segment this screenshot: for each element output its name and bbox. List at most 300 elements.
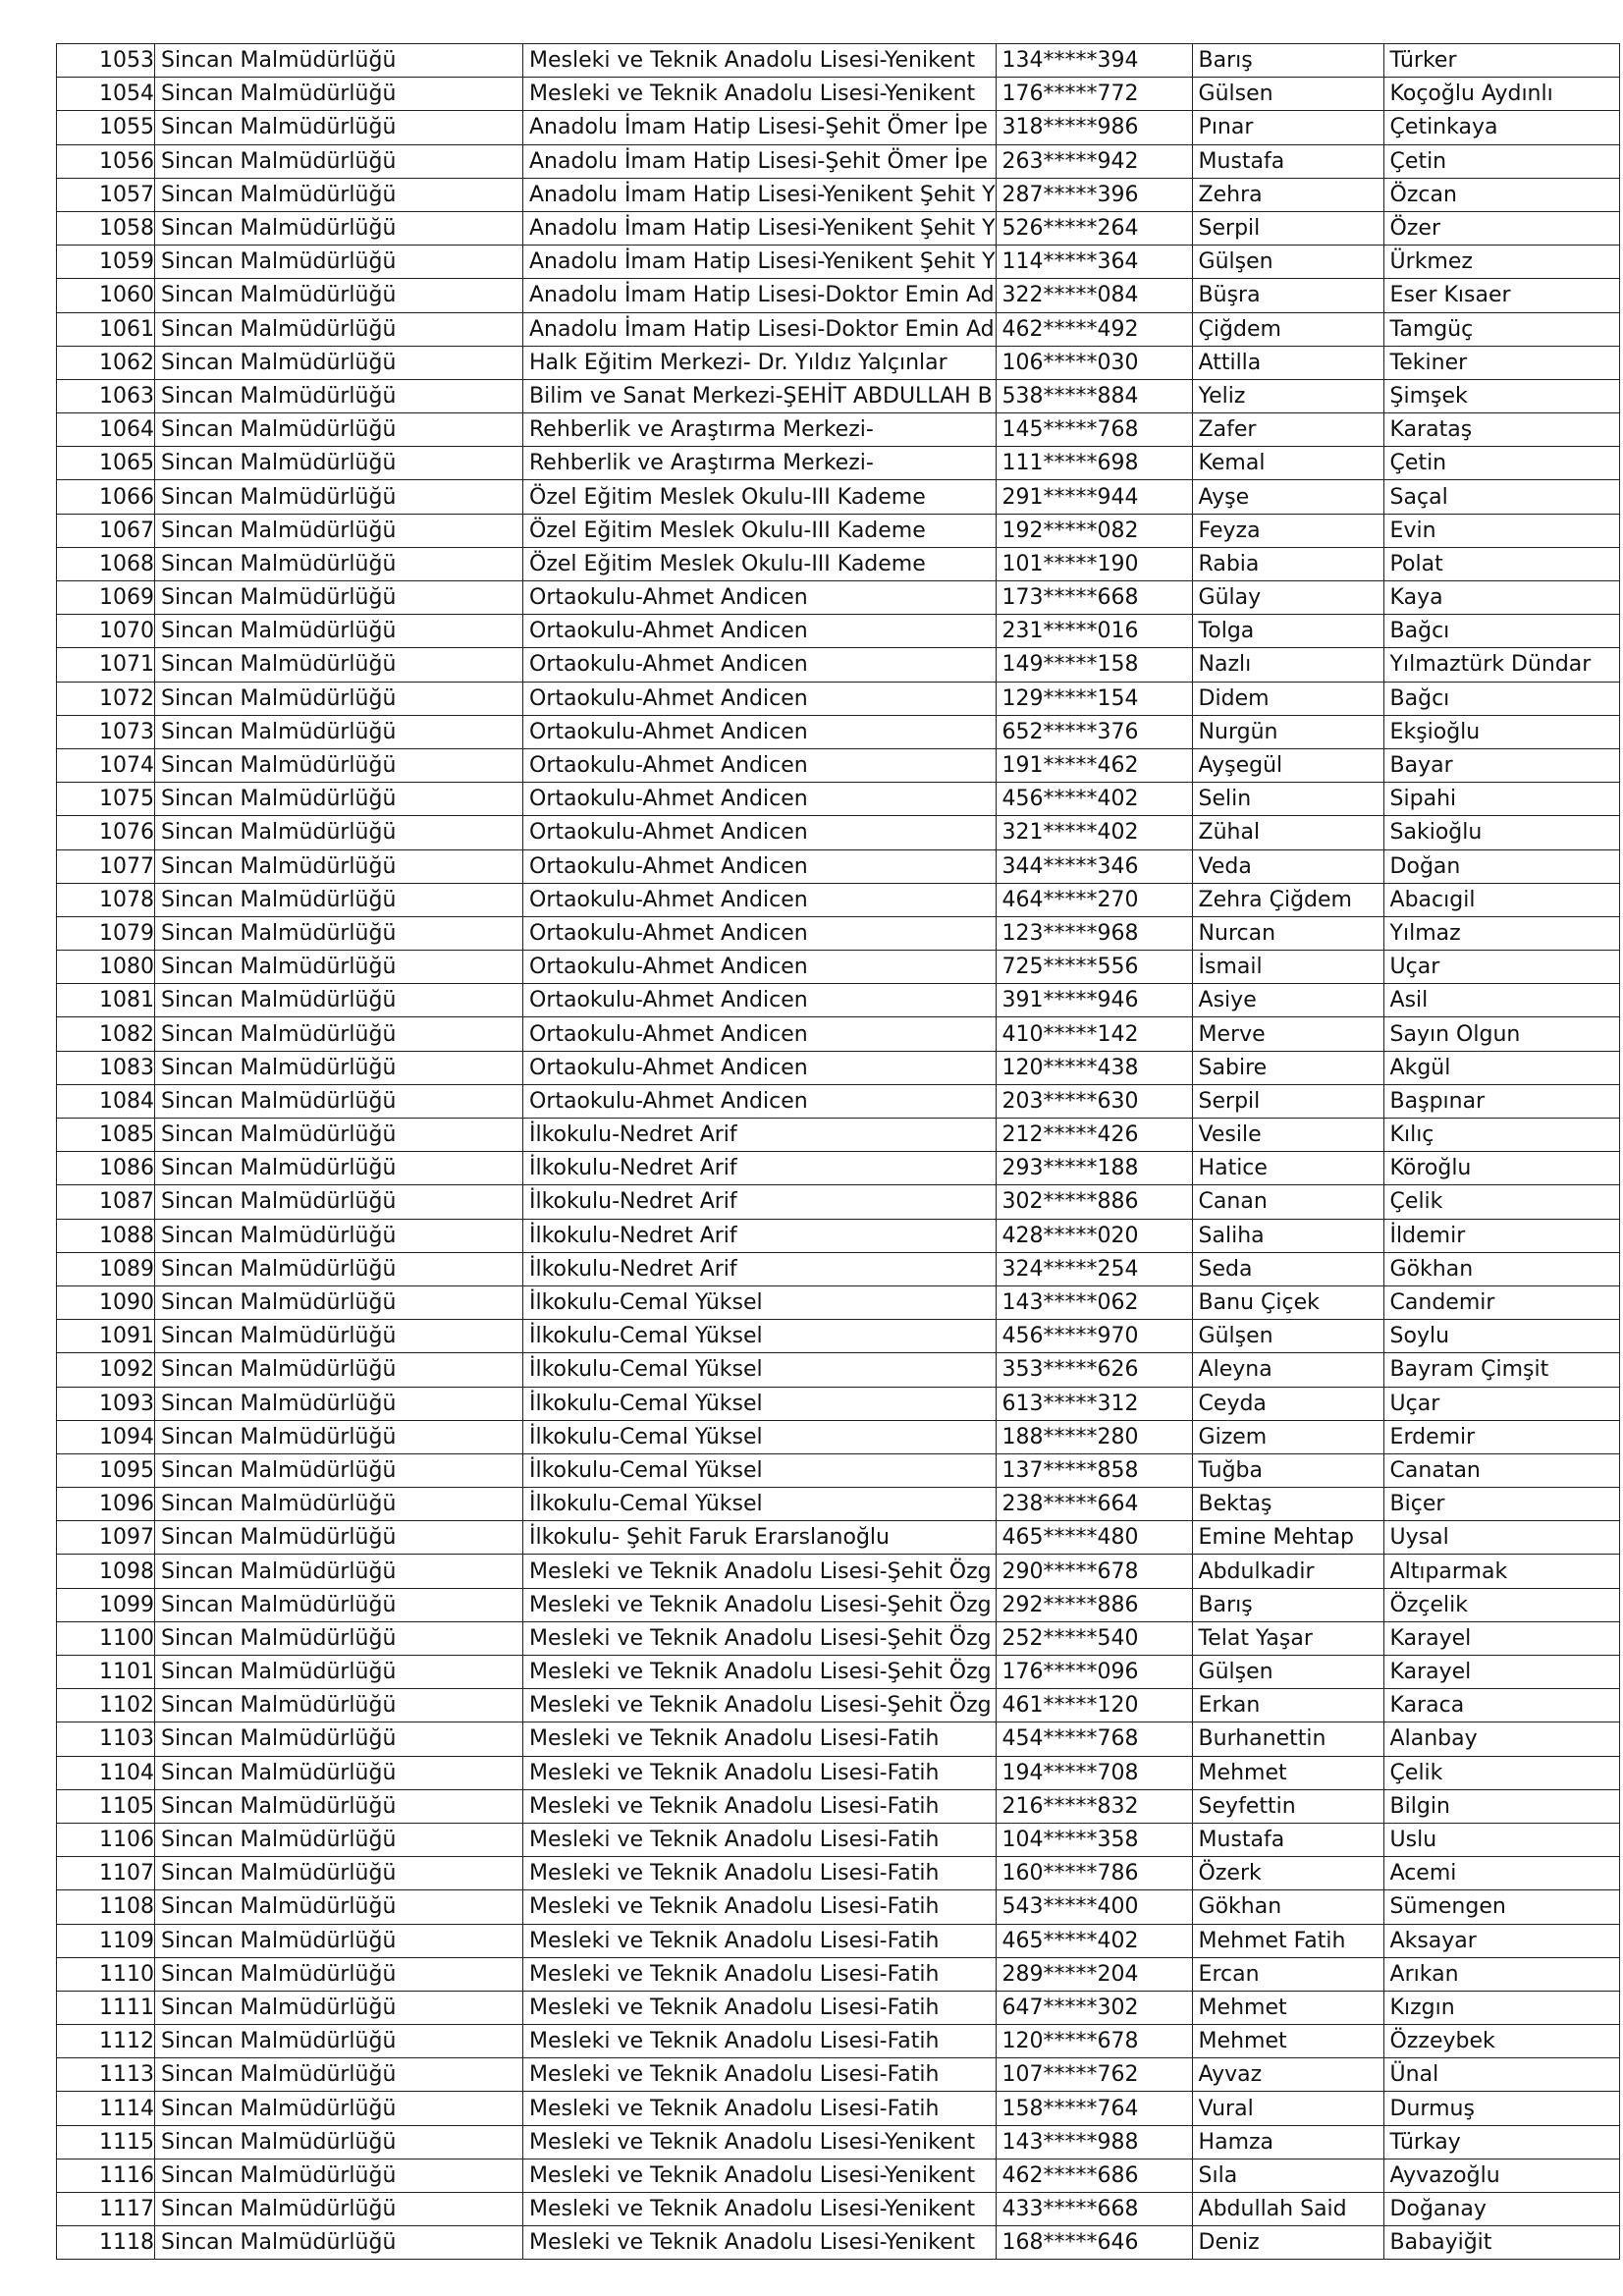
last-name-cell: Özzeybek bbox=[1383, 2025, 1619, 2058]
school-cell: Mesleki ve Teknik Anadolu Lisesi-Yenikent bbox=[523, 2193, 997, 2226]
last-name-cell: Koçoğlu Aydınlı bbox=[1383, 78, 1619, 111]
table-row bbox=[57, 1320, 1620, 1353]
id-cell: 160*****786 bbox=[996, 1857, 1192, 1890]
table-row bbox=[57, 1420, 1620, 1453]
unit-cell: Sincan Malmüdürlüğü bbox=[155, 2125, 523, 2159]
table-row bbox=[57, 413, 1620, 447]
first-name-cell: Ayşe bbox=[1192, 480, 1383, 514]
last-name-cell: Akgül bbox=[1383, 1051, 1619, 1084]
last-name-cell: Polat bbox=[1383, 547, 1619, 580]
id-cell: 613*****312 bbox=[996, 1387, 1192, 1420]
id-cell: 107*****762 bbox=[996, 2058, 1192, 2092]
school-cell: Ortaokulu-Ahmet Andicen bbox=[523, 682, 997, 715]
last-name-cell: Çetin bbox=[1383, 144, 1619, 178]
table-row bbox=[57, 1555, 1620, 1588]
row-number: 1114 bbox=[57, 2092, 155, 2125]
id-cell: 143*****988 bbox=[996, 2125, 1192, 2159]
unit-cell: Sincan Malmüdürlüğü bbox=[155, 547, 523, 580]
row-number: 1117 bbox=[57, 2193, 155, 2226]
unit-cell: Sincan Malmüdürlüğü bbox=[155, 279, 523, 312]
id-cell: 353*****626 bbox=[996, 1353, 1192, 1387]
first-name-cell: Erkan bbox=[1192, 1689, 1383, 1722]
first-name-cell: Feyza bbox=[1192, 514, 1383, 547]
id-cell: 322*****084 bbox=[996, 279, 1192, 312]
row-number: 1096 bbox=[57, 1488, 155, 1521]
first-name-cell: Banu Çiçek bbox=[1192, 1285, 1383, 1319]
first-name-cell: Mehmet bbox=[1192, 2025, 1383, 2058]
table-row bbox=[57, 1957, 1620, 1991]
unit-cell: Sincan Malmüdürlüğü bbox=[155, 312, 523, 346]
first-name-cell: Mehmet bbox=[1192, 1756, 1383, 1789]
school-cell: Mesleki ve Teknik Anadolu Lisesi-Fatih bbox=[523, 2025, 997, 2058]
row-number: 1055 bbox=[57, 111, 155, 144]
school-cell: Mesleki ve Teknik Anadolu Lisesi-Fatih bbox=[523, 1957, 997, 1991]
school-cell: Anadolu İmam Hatip Lisesi-Doktor Emin Ad bbox=[523, 279, 997, 312]
row-number: 1081 bbox=[57, 984, 155, 1017]
row-number: 1083 bbox=[57, 1051, 155, 1084]
first-name-cell: Sıla bbox=[1192, 2159, 1383, 2192]
school-cell: Ortaokulu-Ahmet Andicen bbox=[523, 715, 997, 748]
school-cell: Mesleki ve Teknik Anadolu Lisesi-Fatih bbox=[523, 1890, 997, 1924]
unit-cell: Sincan Malmüdürlüğü bbox=[155, 1924, 523, 1957]
id-cell: 292*****886 bbox=[996, 1588, 1192, 1621]
school-cell: Mesleki ve Teknik Anadolu Lisesi-Yenikent bbox=[523, 2226, 997, 2260]
unit-cell: Sincan Malmüdürlüğü bbox=[155, 883, 523, 916]
id-cell: 289*****204 bbox=[996, 1957, 1192, 1991]
school-cell: İlkokulu-Cemal Yüksel bbox=[523, 1488, 997, 1521]
last-name-cell: Soylu bbox=[1383, 1320, 1619, 1353]
table-row bbox=[57, 111, 1620, 144]
unit-cell: Sincan Malmüdürlüğü bbox=[155, 379, 523, 412]
last-name-cell: Türkay bbox=[1383, 2125, 1619, 2159]
last-name-cell: Başpınar bbox=[1383, 1084, 1619, 1118]
first-name-cell: Gülay bbox=[1192, 581, 1383, 615]
id-cell: 114*****364 bbox=[996, 246, 1192, 279]
school-cell: Anadolu İmam Hatip Lisesi-Doktor Emin Ad bbox=[523, 312, 997, 346]
id-cell: 158*****764 bbox=[996, 2092, 1192, 2125]
first-name-cell: İsmail bbox=[1192, 951, 1383, 984]
school-cell: İlkokulu-Cemal Yüksel bbox=[523, 1320, 997, 1353]
row-number: 1073 bbox=[57, 715, 155, 748]
first-name-cell: Serpil bbox=[1192, 211, 1383, 245]
first-name-cell: Çiğdem bbox=[1192, 312, 1383, 346]
first-name-cell: Asiye bbox=[1192, 984, 1383, 1017]
first-name-cell: Gizem bbox=[1192, 1420, 1383, 1453]
unit-cell: Sincan Malmüdürlüğü bbox=[155, 849, 523, 883]
table-row bbox=[57, 2092, 1620, 2125]
id-cell: 123*****968 bbox=[996, 916, 1192, 950]
unit-cell: Sincan Malmüdürlüğü bbox=[155, 447, 523, 480]
table-row bbox=[57, 1588, 1620, 1621]
school-cell: Mesleki ve Teknik Anadolu Lisesi-Şehit Özg bbox=[523, 1588, 997, 1621]
row-number: 1098 bbox=[57, 1555, 155, 1588]
first-name-cell: Attilla bbox=[1192, 346, 1383, 379]
first-name-cell: Selin bbox=[1192, 783, 1383, 816]
school-cell: Mesleki ve Teknik Anadolu Lisesi-Yenikent bbox=[523, 78, 997, 111]
school-cell: Ortaokulu-Ahmet Andicen bbox=[523, 883, 997, 916]
first-name-cell: Serpil bbox=[1192, 1084, 1383, 1118]
first-name-cell: Merve bbox=[1192, 1017, 1383, 1051]
last-name-cell: Acemi bbox=[1383, 1857, 1619, 1890]
first-name-cell: Zehra bbox=[1192, 178, 1383, 211]
id-cell: 176*****772 bbox=[996, 78, 1192, 111]
last-name-cell: Sipahi bbox=[1383, 783, 1619, 816]
unit-cell: Sincan Malmüdürlüğü bbox=[155, 2159, 523, 2192]
first-name-cell: Canan bbox=[1192, 1185, 1383, 1219]
unit-cell: Sincan Malmüdürlüğü bbox=[155, 783, 523, 816]
school-cell: Mesleki ve Teknik Anadolu Lisesi-Yenikent bbox=[523, 2159, 997, 2192]
table-row bbox=[57, 2125, 1620, 2159]
last-name-cell: Biçer bbox=[1383, 1488, 1619, 1521]
table-row bbox=[57, 480, 1620, 514]
row-number: 1113 bbox=[57, 2058, 155, 2092]
unit-cell: Sincan Malmüdürlüğü bbox=[155, 111, 523, 144]
last-name-cell: Sümengen bbox=[1383, 1890, 1619, 1924]
row-number: 1086 bbox=[57, 1152, 155, 1185]
id-cell: 725*****556 bbox=[996, 951, 1192, 984]
id-cell: 168*****646 bbox=[996, 2226, 1192, 2260]
row-number: 1095 bbox=[57, 1453, 155, 1487]
first-name-cell: Pınar bbox=[1192, 111, 1383, 144]
row-number: 1108 bbox=[57, 1890, 155, 1924]
last-name-cell: Özcan bbox=[1383, 178, 1619, 211]
id-cell: 543*****400 bbox=[996, 1890, 1192, 1924]
row-number: 1103 bbox=[57, 1722, 155, 1756]
table-row bbox=[57, 1152, 1620, 1185]
row-number: 1092 bbox=[57, 1353, 155, 1387]
school-cell: Ortaokulu-Ahmet Andicen bbox=[523, 1084, 997, 1118]
last-name-cell: Evin bbox=[1383, 514, 1619, 547]
unit-cell: Sincan Malmüdürlüğü bbox=[155, 1991, 523, 2024]
first-name-cell: Vural bbox=[1192, 2092, 1383, 2125]
id-cell: 647*****302 bbox=[996, 1991, 1192, 2024]
table-row bbox=[57, 648, 1620, 682]
last-name-cell: Bayram Çimşit bbox=[1383, 1353, 1619, 1387]
unit-cell: Sincan Malmüdürlüğü bbox=[155, 816, 523, 849]
id-cell: 263*****942 bbox=[996, 144, 1192, 178]
row-number: 1104 bbox=[57, 1756, 155, 1789]
last-name-cell: Saçal bbox=[1383, 480, 1619, 514]
id-cell: 461*****120 bbox=[996, 1689, 1192, 1722]
id-cell: 145*****768 bbox=[996, 413, 1192, 447]
school-cell: Bilim ve Sanat Merkezi-ŞEHİT ABDULLAH B bbox=[523, 379, 997, 412]
row-number: 1106 bbox=[57, 1823, 155, 1856]
row-number: 1061 bbox=[57, 312, 155, 346]
id-cell: 293*****188 bbox=[996, 1152, 1192, 1185]
school-cell: Ortaokulu-Ahmet Andicen bbox=[523, 1051, 997, 1084]
school-cell: Rehberlik ve Araştırma Merkezi- bbox=[523, 413, 997, 447]
school-cell: Ortaokulu-Ahmet Andicen bbox=[523, 951, 997, 984]
school-cell: Mesleki ve Teknik Anadolu Lisesi-Yenikent bbox=[523, 44, 997, 78]
school-cell: İlkokulu-Cemal Yüksel bbox=[523, 1387, 997, 1420]
school-cell: Rehberlik ve Araştırma Merkezi- bbox=[523, 447, 997, 480]
unit-cell: Sincan Malmüdürlüğü bbox=[155, 211, 523, 245]
table-row bbox=[57, 783, 1620, 816]
unit-cell: Sincan Malmüdürlüğü bbox=[155, 1353, 523, 1387]
first-name-cell: Abdullah Said bbox=[1192, 2193, 1383, 2226]
table-row bbox=[57, 144, 1620, 178]
first-name-cell: Mustafa bbox=[1192, 1823, 1383, 1856]
table-row bbox=[57, 581, 1620, 615]
unit-cell: Sincan Malmüdürlüğü bbox=[155, 1119, 523, 1152]
id-cell: 191*****462 bbox=[996, 748, 1192, 782]
id-cell: 391*****946 bbox=[996, 984, 1192, 1017]
school-cell: İlkokulu-Cemal Yüksel bbox=[523, 1353, 997, 1387]
id-cell: 324*****254 bbox=[996, 1252, 1192, 1285]
id-cell: 104*****358 bbox=[996, 1823, 1192, 1856]
id-cell: 149*****158 bbox=[996, 648, 1192, 682]
row-number: 1088 bbox=[57, 1219, 155, 1252]
table-body bbox=[57, 44, 1620, 2260]
id-cell: 456*****402 bbox=[996, 783, 1192, 816]
id-cell: 465*****402 bbox=[996, 1924, 1192, 1957]
row-number: 1053 bbox=[57, 44, 155, 78]
first-name-cell: Gülşen bbox=[1192, 246, 1383, 279]
last-name-cell: Karayel bbox=[1383, 1621, 1619, 1655]
first-name-cell: Gülşen bbox=[1192, 1320, 1383, 1353]
table-row bbox=[57, 44, 1620, 78]
last-name-cell: Tamgüç bbox=[1383, 312, 1619, 346]
school-cell: Özel Eğitim Meslek Okulu-III Kademe bbox=[523, 514, 997, 547]
id-cell: 194*****708 bbox=[996, 1756, 1192, 1789]
table-row bbox=[57, 615, 1620, 648]
table-row bbox=[57, 1353, 1620, 1387]
unit-cell: Sincan Malmüdürlüğü bbox=[155, 1219, 523, 1252]
first-name-cell: Nurcan bbox=[1192, 916, 1383, 950]
table-row bbox=[57, 1488, 1620, 1521]
school-cell: Ortaokulu-Ahmet Andicen bbox=[523, 581, 997, 615]
row-number: 1109 bbox=[57, 1924, 155, 1957]
school-cell: Ortaokulu-Ahmet Andicen bbox=[523, 1017, 997, 1051]
id-cell: 465*****480 bbox=[996, 1521, 1192, 1555]
last-name-cell: Asil bbox=[1383, 984, 1619, 1017]
row-number: 1111 bbox=[57, 1991, 155, 2024]
table-row bbox=[57, 715, 1620, 748]
school-cell: Halk Eğitim Merkezi- Dr. Yıldız Yalçınlar bbox=[523, 346, 997, 379]
unit-cell: Sincan Malmüdürlüğü bbox=[155, 413, 523, 447]
table-row bbox=[57, 1219, 1620, 1252]
table-row bbox=[57, 1924, 1620, 1957]
row-number: 1059 bbox=[57, 246, 155, 279]
first-name-cell: Hatice bbox=[1192, 1152, 1383, 1185]
unit-cell: Sincan Malmüdürlüğü bbox=[155, 1420, 523, 1453]
id-cell: 120*****678 bbox=[996, 2025, 1192, 2058]
first-name-cell: Telat Yaşar bbox=[1192, 1621, 1383, 1655]
id-cell: 137*****858 bbox=[996, 1453, 1192, 1487]
row-number: 1078 bbox=[57, 883, 155, 916]
unit-cell: Sincan Malmüdürlüğü bbox=[155, 1656, 523, 1689]
table-row bbox=[57, 279, 1620, 312]
unit-cell: Sincan Malmüdürlüğü bbox=[155, 514, 523, 547]
row-number: 1071 bbox=[57, 648, 155, 682]
table-row bbox=[57, 1285, 1620, 1319]
last-name-cell: Uysal bbox=[1383, 1521, 1619, 1555]
school-cell: Anadolu İmam Hatip Lisesi-Yenikent Şehit Y bbox=[523, 211, 997, 245]
row-number: 1080 bbox=[57, 951, 155, 984]
id-cell: 120*****438 bbox=[996, 1051, 1192, 1084]
unit-cell: Sincan Malmüdürlüğü bbox=[155, 480, 523, 514]
table-row bbox=[57, 1823, 1620, 1856]
id-cell: 143*****062 bbox=[996, 1285, 1192, 1319]
first-name-cell: Seyfettin bbox=[1192, 1789, 1383, 1823]
row-number: 1058 bbox=[57, 211, 155, 245]
unit-cell: Sincan Malmüdürlüğü bbox=[155, 2092, 523, 2125]
unit-cell: Sincan Malmüdürlüğü bbox=[155, 748, 523, 782]
first-name-cell: Burhanettin bbox=[1192, 1722, 1383, 1756]
last-name-cell: Ürkmez bbox=[1383, 246, 1619, 279]
row-number: 1102 bbox=[57, 1689, 155, 1722]
row-number: 1075 bbox=[57, 783, 155, 816]
last-name-cell: Özer bbox=[1383, 211, 1619, 245]
unit-cell: Sincan Malmüdürlüğü bbox=[155, 916, 523, 950]
last-name-cell: Bağcı bbox=[1383, 615, 1619, 648]
unit-cell: Sincan Malmüdürlüğü bbox=[155, 44, 523, 78]
table-row bbox=[57, 1017, 1620, 1051]
table-row bbox=[57, 1722, 1620, 1756]
school-cell: Ortaokulu-Ahmet Andicen bbox=[523, 615, 997, 648]
first-name-cell: Ayvaz bbox=[1192, 2058, 1383, 2092]
table-row bbox=[57, 1857, 1620, 1890]
id-cell: 462*****492 bbox=[996, 312, 1192, 346]
row-number: 1082 bbox=[57, 1017, 155, 1051]
id-cell: 454*****768 bbox=[996, 1722, 1192, 1756]
school-cell: Anadolu İmam Hatip Lisesi-Şehit Ömer İpe bbox=[523, 144, 997, 178]
row-number: 1115 bbox=[57, 2125, 155, 2159]
row-number: 1094 bbox=[57, 1420, 155, 1453]
school-cell: Mesleki ve Teknik Anadolu Lisesi-Fatih bbox=[523, 1722, 997, 1756]
row-number: 1085 bbox=[57, 1119, 155, 1152]
table-row bbox=[57, 883, 1620, 916]
row-number: 1079 bbox=[57, 916, 155, 950]
row-number: 1089 bbox=[57, 1252, 155, 1285]
table-row bbox=[57, 951, 1620, 984]
first-name-cell: Barış bbox=[1192, 1588, 1383, 1621]
last-name-cell: Karataş bbox=[1383, 413, 1619, 447]
school-cell: Ortaokulu-Ahmet Andicen bbox=[523, 849, 997, 883]
id-cell: 287*****396 bbox=[996, 178, 1192, 211]
school-cell: Ortaokulu-Ahmet Andicen bbox=[523, 816, 997, 849]
last-name-cell: Babayiğit bbox=[1383, 2226, 1619, 2260]
unit-cell: Sincan Malmüdürlüğü bbox=[155, 1890, 523, 1924]
first-name-cell: Saliha bbox=[1192, 1219, 1383, 1252]
table-row bbox=[57, 2058, 1620, 2092]
table-row bbox=[57, 1084, 1620, 1118]
school-cell: İlkokulu-Cemal Yüksel bbox=[523, 1453, 997, 1487]
id-cell: 192*****082 bbox=[996, 514, 1192, 547]
school-cell: Mesleki ve Teknik Anadolu Lisesi-Fatih bbox=[523, 1991, 997, 2024]
last-name-cell: Karayel bbox=[1383, 1656, 1619, 1689]
id-cell: 410*****142 bbox=[996, 1017, 1192, 1051]
first-name-cell: Büşra bbox=[1192, 279, 1383, 312]
row-number: 1069 bbox=[57, 581, 155, 615]
unit-cell: Sincan Malmüdürlüğü bbox=[155, 1320, 523, 1353]
id-cell: 231*****016 bbox=[996, 615, 1192, 648]
unit-cell: Sincan Malmüdürlüğü bbox=[155, 144, 523, 178]
table-row bbox=[57, 547, 1620, 580]
row-number: 1107 bbox=[57, 1857, 155, 1890]
row-number: 1097 bbox=[57, 1521, 155, 1555]
school-cell: Ortaokulu-Ahmet Andicen bbox=[523, 748, 997, 782]
last-name-cell: Sakioğlu bbox=[1383, 816, 1619, 849]
first-name-cell: Mehmet bbox=[1192, 1991, 1383, 2024]
id-cell: 318*****986 bbox=[996, 111, 1192, 144]
row-number: 1118 bbox=[57, 2226, 155, 2260]
id-cell: 111*****698 bbox=[996, 447, 1192, 480]
school-cell: Ortaokulu-Ahmet Andicen bbox=[523, 783, 997, 816]
row-number: 1062 bbox=[57, 346, 155, 379]
unit-cell: Sincan Malmüdürlüğü bbox=[155, 1756, 523, 1789]
table-row bbox=[57, 748, 1620, 782]
row-number: 1100 bbox=[57, 1621, 155, 1655]
table-row bbox=[57, 1656, 1620, 1689]
table-row bbox=[57, 1252, 1620, 1285]
id-cell: 216*****832 bbox=[996, 1789, 1192, 1823]
school-cell: Ortaokulu-Ahmet Andicen bbox=[523, 984, 997, 1017]
school-cell: Mesleki ve Teknik Anadolu Lisesi-Şehit Özg bbox=[523, 1621, 997, 1655]
row-number: 1076 bbox=[57, 816, 155, 849]
last-name-cell: Candemir bbox=[1383, 1285, 1619, 1319]
unit-cell: Sincan Malmüdürlüğü bbox=[155, 2226, 523, 2260]
school-cell: İlkokulu-Nedret Arif bbox=[523, 1152, 997, 1185]
unit-cell: Sincan Malmüdürlüğü bbox=[155, 2193, 523, 2226]
last-name-cell: Bağcı bbox=[1383, 682, 1619, 715]
school-cell: Mesleki ve Teknik Anadolu Lisesi-Yenikent bbox=[523, 2125, 997, 2159]
table-row bbox=[57, 379, 1620, 412]
school-cell: Mesleki ve Teknik Anadolu Lisesi-Fatih bbox=[523, 2058, 997, 2092]
row-number: 1099 bbox=[57, 1588, 155, 1621]
id-cell: 456*****970 bbox=[996, 1320, 1192, 1353]
unit-cell: Sincan Malmüdürlüğü bbox=[155, 1789, 523, 1823]
school-cell: Ortaokulu-Ahmet Andicen bbox=[523, 916, 997, 950]
unit-cell: Sincan Malmüdürlüğü bbox=[155, 178, 523, 211]
school-cell: Özel Eğitim Meslek Okulu-III Kademe bbox=[523, 547, 997, 580]
unit-cell: Sincan Malmüdürlüğü bbox=[155, 1017, 523, 1051]
row-number: 1090 bbox=[57, 1285, 155, 1319]
last-name-cell: Sayın Olgun bbox=[1383, 1017, 1619, 1051]
last-name-cell: Uslu bbox=[1383, 1823, 1619, 1856]
first-name-cell: Ceyda bbox=[1192, 1387, 1383, 1420]
school-cell: İlkokulu-Nedret Arif bbox=[523, 1119, 997, 1152]
unit-cell: Sincan Malmüdürlüğü bbox=[155, 1823, 523, 1856]
row-number: 1064 bbox=[57, 413, 155, 447]
first-name-cell: Bektaş bbox=[1192, 1488, 1383, 1521]
table-row bbox=[57, 1185, 1620, 1219]
unit-cell: Sincan Malmüdürlüğü bbox=[155, 615, 523, 648]
first-name-cell: Ayşegül bbox=[1192, 748, 1383, 782]
unit-cell: Sincan Malmüdürlüğü bbox=[155, 2025, 523, 2058]
last-name-cell: Canatan bbox=[1383, 1453, 1619, 1487]
last-name-cell: İldemir bbox=[1383, 1219, 1619, 1252]
last-name-cell: Abacıgil bbox=[1383, 883, 1619, 916]
school-cell: Anadolu İmam Hatip Lisesi-Şehit Ömer İpe bbox=[523, 111, 997, 144]
row-number: 1110 bbox=[57, 1957, 155, 1991]
first-name-cell: Zafer bbox=[1192, 413, 1383, 447]
table-row bbox=[57, 312, 1620, 346]
last-name-cell: Ünal bbox=[1383, 2058, 1619, 2092]
first-name-cell: Aleyna bbox=[1192, 1353, 1383, 1387]
last-name-cell: Doğan bbox=[1383, 849, 1619, 883]
id-cell: 134*****394 bbox=[996, 44, 1192, 78]
table-row bbox=[57, 514, 1620, 547]
school-cell: İlkokulu-Nedret Arif bbox=[523, 1185, 997, 1219]
unit-cell: Sincan Malmüdürlüğü bbox=[155, 1588, 523, 1621]
table-row bbox=[57, 211, 1620, 245]
school-cell: İlkokulu-Nedret Arif bbox=[523, 1219, 997, 1252]
last-name-cell: Aksayar bbox=[1383, 1924, 1619, 1957]
last-name-cell: Karaca bbox=[1383, 1689, 1619, 1722]
table-row bbox=[57, 1890, 1620, 1924]
id-cell: 321*****402 bbox=[996, 816, 1192, 849]
